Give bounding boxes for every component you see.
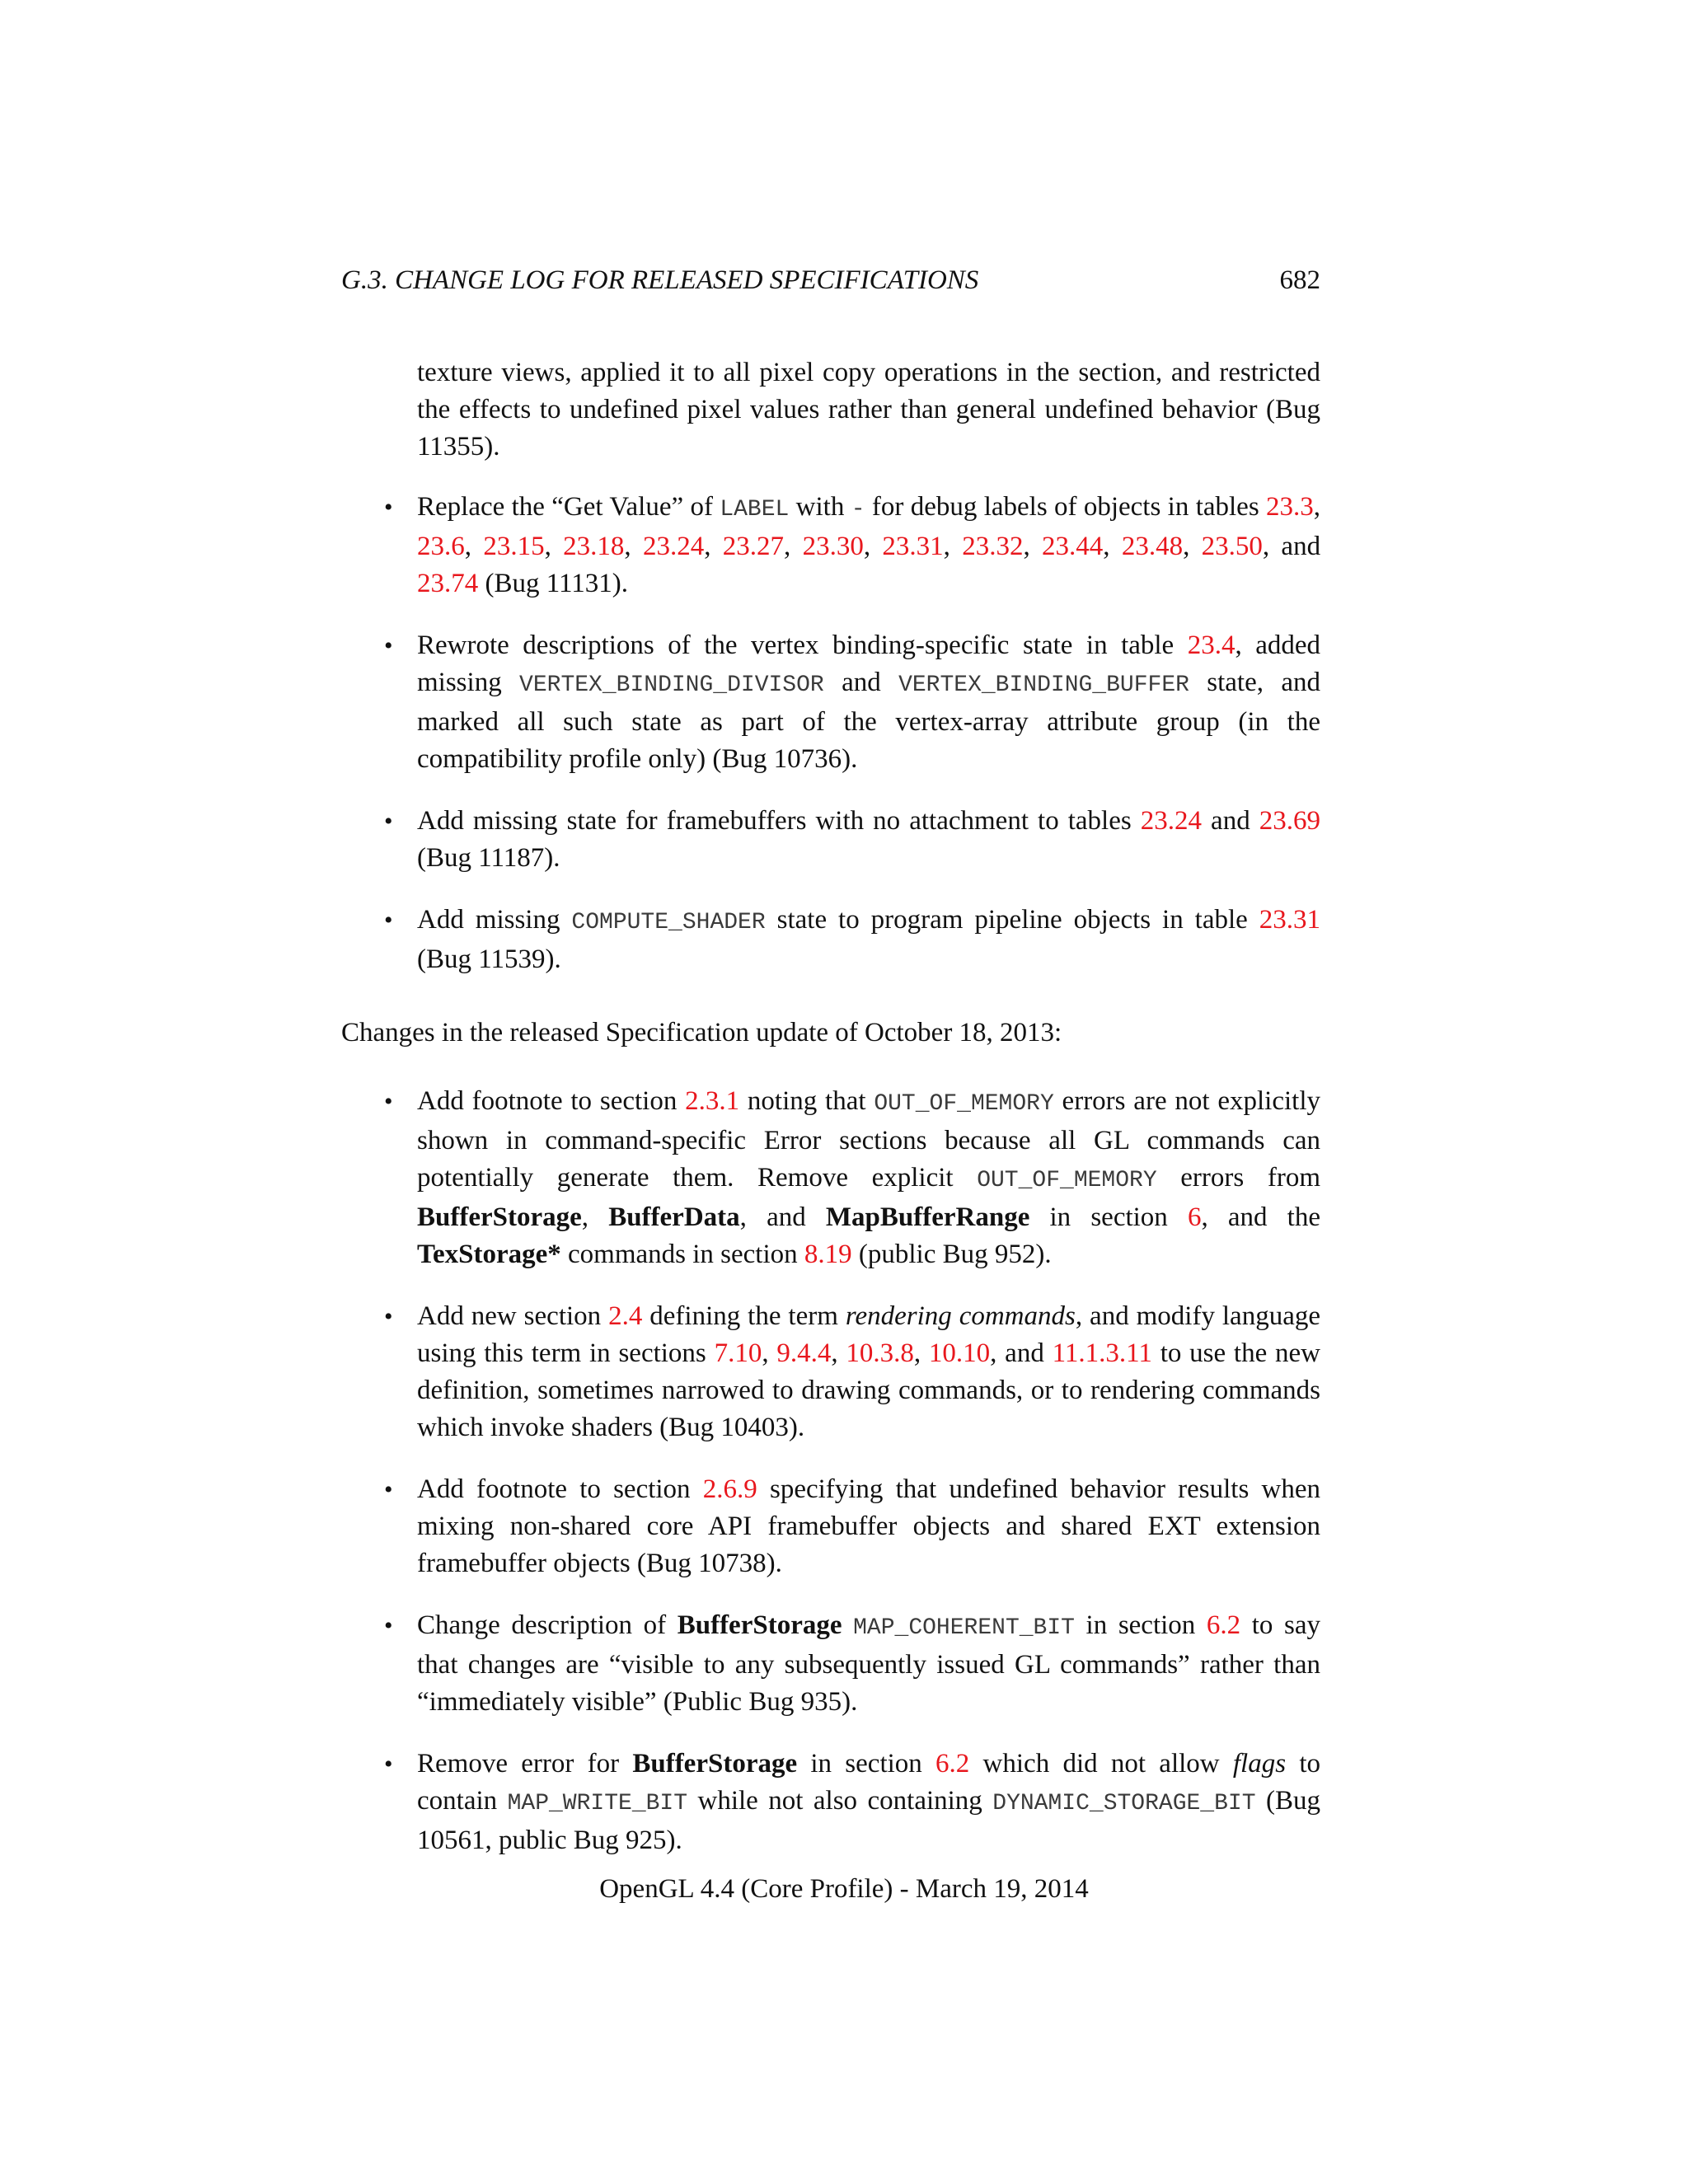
table-ref-link[interactable]: 23.69 (1259, 806, 1320, 836)
bullet-icon: • (384, 907, 393, 934)
table-ref-link[interactable]: 23.4 (1187, 630, 1236, 660)
command-name: BufferStorage (677, 1610, 842, 1640)
section-ref-link[interactable]: 6.2 (935, 1749, 970, 1779)
command-name: TexStorage* (417, 1240, 561, 1269)
change-list-2 (341, 1083, 1320, 1859)
table-ref-link[interactable]: 23.6 (417, 532, 465, 561)
command-name: BufferStorage (417, 1202, 582, 1232)
code-token: MAP_WRITE_BIT (507, 1791, 688, 1816)
changes-lead-in: Changes in the released Specification update of October 18, 2013: (341, 1018, 1062, 1047)
bullet-icon: • (384, 1303, 393, 1330)
section-title: G.3. CHANGE LOG FOR RELEASED SPECIFICATIONS (341, 265, 979, 295)
table-ref-link[interactable]: 23.30 (802, 532, 864, 561)
code-token: COMPUTE_SHADER (571, 910, 766, 935)
list-item: • Change description of BufferStorage MAP_COHERENT_BIT in section 6.2 to say that changes are “visible to any subsequently issued GL commands” rather than “immediately visible” (Public Bug 935). (341, 1607, 1320, 1721)
list-item: • Rewrote descriptions of the vertex binding-specific state in table 23.4, added missing VERTEX_BINDING_DIVISOR and VERTEX_BINDING_BUFFER state, and marked all such state as part of the vertex-array attribute group (in the compatibility profile only) (Bug 10736). (341, 627, 1320, 778)
table-ref-link[interactable]: 23.48 (1121, 532, 1184, 561)
table-ref-link[interactable]: 23.74 (417, 569, 479, 598)
list-item: • Add missing state for framebuffers with no attachment to tables 23.24 and 23.69 (Bug 11187). (341, 803, 1320, 877)
running-footer: OpenGL 4.4 (Core Profile) - March 19, 2014 (599, 1874, 1089, 1904)
command-name: BufferStorage (632, 1749, 798, 1779)
running-header (341, 262, 1320, 299)
code-dash: - (851, 497, 865, 523)
table-ref-link[interactable]: 23.50 (1201, 532, 1263, 561)
table-ref-link[interactable]: 23.24 (1140, 806, 1203, 836)
table-ref-link[interactable]: 23.31 (1259, 905, 1320, 935)
defined-term: rendering commands (845, 1301, 1076, 1331)
section-ref-link[interactable]: 6.2 (1206, 1610, 1241, 1640)
page-body (341, 354, 1320, 1884)
table-ref-link[interactable]: 23.24 (642, 532, 705, 561)
list-item: • Add new section 2.4 defining the term rendering commands, and modify language using this term in sections 7.10, 9.4.4, 10.3.8, 10.10, and 11.1.3.11 to use the new definition, sometimes narrowed to drawing commands, or to rendering commands which invoke shaders (Bug 10403). (341, 1298, 1320, 1446)
table-ref-link[interactable]: 23.3 (1266, 492, 1314, 522)
list-item: • Add footnote to section 2.3.1 noting that OUT_OF_MEMORY errors are not explicitly shown in command-specific Error sections because all GL commands can potentially generate them. Remove explicit OUT_OF_MEMORY errors from BufferStorage, BufferData, and MapBufferRange in section 6, and the TexStorage* commands in section 8.19 (public Bug 952). (341, 1083, 1320, 1273)
section-ref-link[interactable]: 2.4 (608, 1301, 643, 1331)
table-ref-link[interactable]: 23.15 (483, 532, 545, 561)
section-ref-link[interactable]: 11.1.3.11 (1052, 1338, 1152, 1368)
bullet-icon: • (384, 494, 393, 521)
code-token: MAP_COHERENT_BIT (853, 1615, 1075, 1641)
bullet-icon: • (384, 1476, 393, 1503)
list-item: • Replace the “Get Value” of LABEL with - for debug labels of objects in tables 23.3, 23.6, 23.15, 23.18, 23.24, 23.27, 23.30, 23.31, 23.32, 23.44, 23.48, 23.50, and 23.74 (Bug 11131). (341, 489, 1320, 602)
table-ref-link[interactable]: 23.18 (563, 532, 625, 561)
command-name: MapBufferRange (825, 1202, 1030, 1232)
code-token: OUT_OF_MEMORY (874, 1091, 1054, 1117)
table-ref-link[interactable]: 23.27 (722, 532, 784, 561)
bullet-icon: • (384, 1612, 393, 1639)
bullet-icon: • (384, 632, 393, 659)
list-item: • Add footnote to section 2.6.9 specifying that undefined behavior results when mixing non-shared core API framebuffer objects and shared EXT extension framebuffer objects (Bug 10738). (341, 1471, 1320, 1582)
code-token: VERTEX_BINDING_DIVISOR (519, 673, 824, 698)
section-ref-link[interactable]: 7.10 (714, 1338, 762, 1368)
table-ref-link[interactable]: 23.44 (1042, 532, 1104, 561)
bullet-icon: • (384, 1088, 393, 1115)
list-item: • Add missing COMPUTE_SHADER state to program pipeline objects in table 23.31 (Bug 11539). (341, 902, 1320, 978)
section-ref-link[interactable]: 6 (1187, 1202, 1202, 1232)
parameter-name: flags (1232, 1749, 1287, 1779)
page-number: 682 (1279, 265, 1320, 295)
change-list-1 (341, 489, 1320, 978)
table-ref-link[interactable]: 23.31 (882, 532, 944, 561)
section-ref-link[interactable]: 9.4.4 (776, 1338, 832, 1368)
command-name: BufferData (608, 1202, 740, 1232)
code-token: OUT_OF_MEMORY (977, 1168, 1157, 1193)
code-token: DYNAMIC_STORAGE_BIT (992, 1791, 1256, 1816)
section-ref-link[interactable]: 10.3.8 (846, 1338, 914, 1368)
code-token: VERTEX_BINDING_BUFFER (898, 673, 1189, 698)
section-ref-link[interactable]: 2.6.9 (702, 1474, 757, 1504)
section-ref-link[interactable]: 8.19 (804, 1240, 852, 1269)
bullet-icon: • (384, 808, 393, 835)
list-item: • Remove error for BufferStorage in section 6.2 which did not allow flags to contain MAP_WRITE_BIT while not also containing DYNAMIC_STORAGE_BIT (Bug 10561, public Bug 925). (341, 1746, 1320, 1859)
bullet-icon: • (384, 1750, 393, 1778)
table-ref-link[interactable]: 23.32 (962, 532, 1024, 561)
continuation-paragraph: texture views, applied it to all pixel copy operations in the section, and restricted the effects to undefined pixel values rather than general undefined behavior (Bug 11355). (417, 358, 1320, 462)
section-ref-link[interactable]: 10.10 (928, 1338, 991, 1368)
section-ref-link[interactable]: 2.3.1 (685, 1086, 740, 1116)
code-label: LABEL (720, 497, 790, 523)
